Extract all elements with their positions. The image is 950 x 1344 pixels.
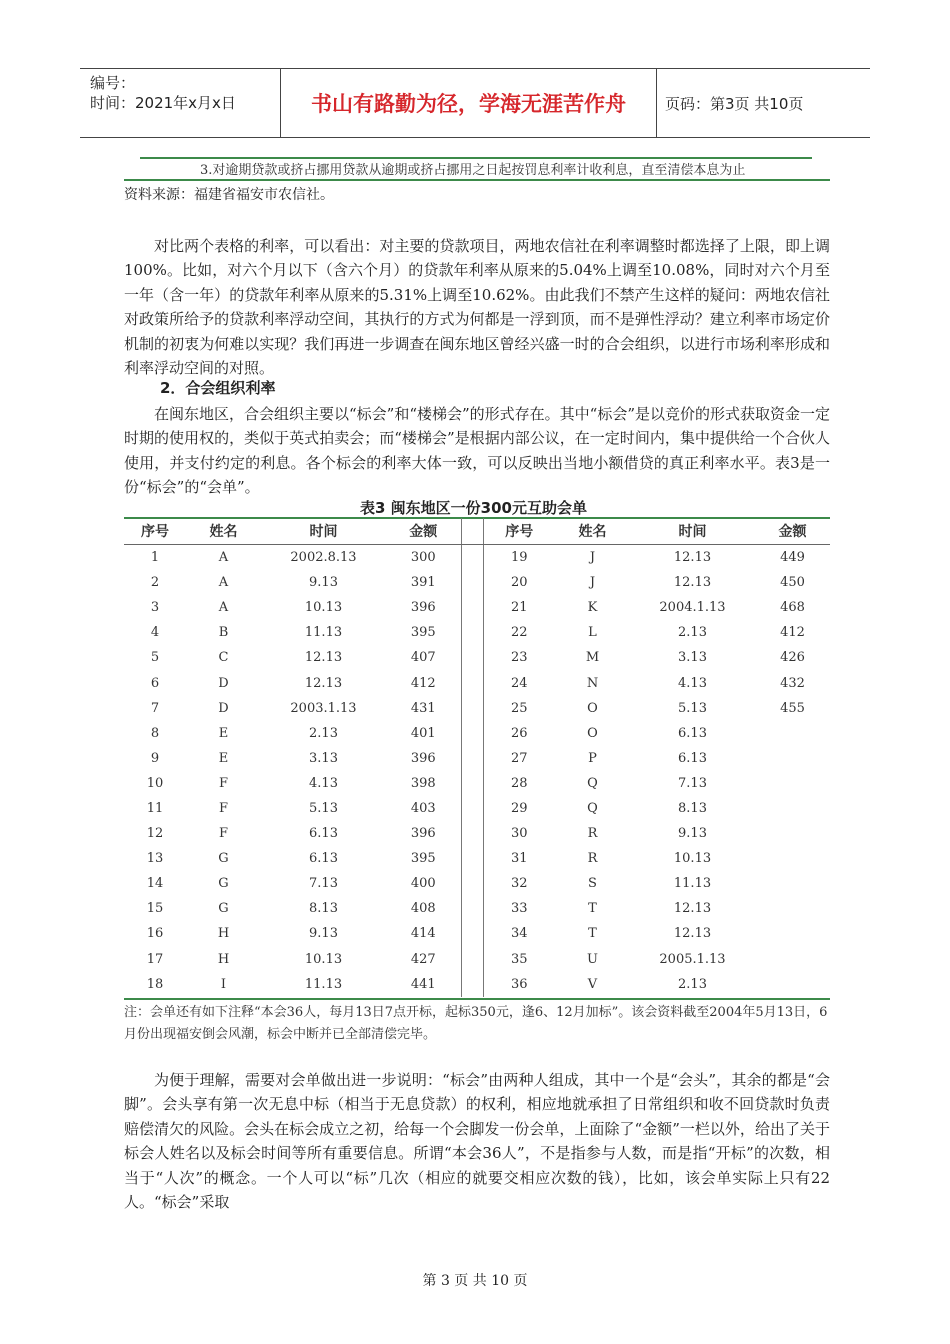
date-label: 时间：2021年x月x日 — [90, 94, 236, 112]
column-separator — [461, 670, 483, 695]
cell-time: 11.13 — [304, 625, 343, 641]
cell-name: N — [586, 675, 599, 691]
cell-name: S — [588, 876, 597, 892]
paragraph-2: 在闽东地区，合会组织主要以“标会”和“楼梯会”的形式存在。其中“标会”是以竞价的形式获取资金一定时期的使用权的，类似于英式拍卖会；而“楼梯会”是根据内部公议，在一定时间内，集中提供给一个合伙人使用，并支付约定的利息。各个标会的利率大体一致，可以反映出当地小额借贷的真正利率水平。表3是一份“标会”的“会单”。 — [124, 405, 831, 497]
header-info — [80, 69, 280, 137]
cell-seq: 14 — [146, 876, 164, 892]
cell-amount: 412 — [410, 675, 436, 691]
cell-name: G — [218, 876, 229, 892]
cell-seq: 4 — [150, 625, 160, 641]
cell-name: H — [217, 926, 230, 942]
cell-seq: 24 — [510, 675, 528, 691]
cell-seq: 25 — [510, 700, 528, 716]
cell-seq: 19 — [510, 550, 528, 566]
cell-amount: 432 — [780, 675, 805, 691]
cell-name: A — [218, 600, 229, 616]
cell-name: D — [218, 675, 229, 691]
table-row — [124, 645, 830, 670]
cell-seq: 33 — [510, 901, 528, 917]
column-separator — [461, 696, 483, 721]
col-header-name: 姓名 — [555, 518, 630, 545]
cell-time: 6.13 — [678, 750, 707, 766]
cell-name: J — [589, 575, 596, 591]
cell-name: Q — [587, 800, 598, 816]
cell-time: 2004.1.13 — [659, 600, 726, 616]
cell-amount: 401 — [410, 725, 436, 741]
table-row — [124, 796, 830, 821]
cell-name: H — [217, 951, 230, 967]
cell-name: C — [218, 650, 229, 666]
table-row — [124, 746, 830, 771]
cell-time: 2003.1.13 — [290, 700, 357, 716]
cell-amount: 449 — [780, 550, 805, 566]
table-row — [124, 846, 830, 871]
cell-seq: 8 — [150, 725, 160, 741]
cell-seq: 12 — [146, 826, 164, 842]
table-row — [124, 771, 830, 796]
cell-amount — [755, 721, 830, 746]
cell-amount: 426 — [780, 650, 805, 666]
cell-amount — [755, 921, 830, 946]
cell-seq: 7 — [150, 700, 160, 716]
cell-name: G — [218, 851, 229, 867]
cell-amount — [755, 846, 830, 871]
page-indicator: 页码：第3页 共10页 — [665, 94, 804, 113]
cell-amount — [755, 947, 830, 972]
cell-name: V — [587, 976, 598, 992]
table-row — [124, 947, 830, 972]
table-row — [124, 620, 830, 645]
cell-time: 9.13 — [309, 926, 338, 942]
cell-amount: 395 — [410, 851, 436, 867]
column-separator — [461, 921, 483, 946]
cell-amount: 441 — [410, 976, 436, 992]
cell-amount: 395 — [410, 625, 436, 641]
cell-amount: 396 — [410, 600, 436, 616]
page-footer: 第 3 页 共 10 页 — [422, 1273, 528, 1289]
table-note: 注：会单还有如下注释“本会36人，每月13日7点开标，起标350元，逢6、12月加标”。该会资料截至2004年5月13日，6月份出现福安倒会风潮，标会中断并已全部清偿完毕。 — [124, 1005, 828, 1042]
cell-time: 11.13 — [304, 976, 343, 992]
cell-name: A — [218, 575, 229, 591]
cell-time: 7.13 — [309, 876, 338, 892]
column-separator — [461, 595, 483, 620]
cell-time: 12.13 — [673, 550, 712, 566]
cell-time: 2.13 — [309, 725, 338, 741]
cell-amount — [755, 796, 830, 821]
cell-seq: 35 — [510, 951, 528, 967]
table-row — [124, 570, 830, 595]
column-separator — [461, 896, 483, 921]
col-header-time: 时间 — [630, 518, 755, 545]
cell-time: 10.13 — [673, 851, 712, 867]
cell-time: 12.13 — [673, 901, 712, 917]
column-separator — [461, 796, 483, 821]
cell-name: D — [218, 700, 229, 716]
cell-time: 2002.8.13 — [290, 550, 357, 566]
cell-amount: 396 — [410, 826, 436, 842]
cell-name: P — [588, 750, 597, 766]
cell-seq: 6 — [150, 675, 160, 691]
cell-time: 2.13 — [678, 976, 707, 992]
column-separator — [461, 518, 483, 545]
col-header-amount: 金额 — [755, 518, 830, 545]
cell-seq: 32 — [510, 876, 528, 892]
cell-amount: 431 — [410, 700, 436, 716]
cell-time: 8.13 — [309, 901, 338, 917]
cell-time: 12.13 — [673, 926, 712, 942]
cell-seq: 10 — [146, 775, 164, 791]
column-separator — [461, 570, 483, 595]
cell-name: F — [218, 775, 229, 791]
cell-time: 5.13 — [309, 800, 338, 816]
cell-name: U — [587, 951, 598, 967]
cell-time: 3.13 — [678, 650, 707, 666]
cell-name: K — [587, 600, 598, 616]
cell-time: 11.13 — [673, 876, 712, 892]
cell-amount — [755, 771, 830, 796]
section-heading: 2．合会组织利率 — [160, 379, 276, 397]
col-header-seq: 序号 — [124, 518, 186, 545]
cell-name: F — [218, 826, 229, 842]
cell-name: O — [587, 725, 598, 741]
cell-name: A — [218, 550, 229, 566]
cell-seq: 30 — [510, 826, 528, 842]
table-bottom-rule — [124, 998, 830, 1000]
cell-name: B — [218, 625, 229, 641]
cell-name: Q — [587, 775, 598, 791]
cell-seq: 17 — [146, 951, 164, 967]
column-separator — [461, 972, 483, 997]
table-row — [124, 896, 830, 921]
cell-seq: 13 — [146, 851, 164, 867]
column-separator — [461, 947, 483, 972]
table-row — [124, 696, 830, 721]
column-separator — [461, 645, 483, 670]
cell-amount: 412 — [780, 625, 805, 641]
cell-name: R — [587, 851, 598, 867]
cell-name: T — [588, 901, 597, 917]
cell-amount: 403 — [410, 800, 436, 816]
column-separator — [461, 620, 483, 645]
cell-name: F — [218, 800, 229, 816]
cell-time: 12.13 — [673, 575, 712, 591]
cell-amount: 407 — [410, 650, 436, 666]
column-separator — [461, 871, 483, 896]
cell-seq: 3 — [150, 600, 160, 616]
cell-time: 4.13 — [678, 675, 707, 691]
cell-time: 3.13 — [309, 750, 338, 766]
paragraph-3: 为便于理解，需要对会单做出进一步说明：“标会”由两种人组成，其中一个是“会头”，其余的都是“会脚”。会头享有第一次无息中标（相当于无息贷款）的权利，相应地就承担了日常组织和收不回贷款时负责赔偿清欠的风险。会头在标会成立之初，给每一个会脚发一份会单，上面除了“金额”一栏以外，给出了关于标会人姓名以及标会时间等所有重要信息。所谓“本会36人”，不是指参与人数，而是指“开标”的次数，相当于“人次”的概念。一个人可以“标”几次（相应的就要交相应次数的钱），比如，该会单实际上只有22人。“标会”采取 — [124, 1071, 830, 1212]
table-row — [124, 921, 830, 946]
cell-seq: 9 — [150, 750, 160, 766]
cell-seq: 28 — [510, 775, 528, 791]
cell-amount: 408 — [410, 901, 436, 917]
column-separator — [461, 821, 483, 846]
col-header-amount: 金额 — [386, 518, 461, 545]
cell-seq: 18 — [146, 976, 164, 992]
cell-seq: 1 — [150, 550, 160, 566]
col-header-name: 姓名 — [186, 518, 261, 545]
cell-time: 2.13 — [678, 625, 707, 641]
cell-name: E — [218, 725, 229, 741]
cell-amount — [755, 871, 830, 896]
table-caption: 表3 闽东地区一份300元互助会单 — [360, 499, 587, 517]
cell-seq: 2 — [150, 575, 160, 591]
meeting-table — [124, 518, 830, 997]
table-header-row — [124, 518, 830, 545]
cell-seq: 21 — [510, 600, 528, 616]
cell-time: 2005.1.13 — [659, 951, 726, 967]
cell-time: 9.13 — [678, 826, 707, 842]
cell-time: 10.13 — [304, 600, 343, 616]
paragraph-1: 对比两个表格的利率，可以看出：对主要的贷款项目，两地农信社在利率调整时都选择了上限，即上调100%。比如，对六个月以下（含六个月）的贷款年利率从原来的5.04%上调至10.08%，同时对六个月至一年（含一年）的贷款年利率从原来的5.31%上调至10.62%。由此我们不禁产生这样的疑问：两地农信社对政策所给予的贷款利率浮动空间，其执行的方式为何都是一浮到顶，而不是弹性浮动？建立利率市场定价机制的初衷为何难以实现？我们再进一步调查在闽东地区曾经兴盛一时的合会组织，以进行市场利率形成和利率浮动空间的对照。 — [124, 237, 830, 378]
source-note: 资料来源：福建省福安市农信社。 — [124, 187, 334, 203]
cell-time: 6.13 — [309, 826, 338, 842]
cell-name: O — [587, 700, 598, 716]
cell-amount: 450 — [780, 575, 805, 591]
cell-seq: 22 — [510, 625, 528, 641]
divider-source — [124, 179, 830, 181]
table-row — [124, 721, 830, 746]
cell-name: I — [220, 976, 227, 992]
cell-amount — [755, 821, 830, 846]
cell-seq: 34 — [510, 926, 528, 942]
col-header-time: 时间 — [261, 518, 386, 545]
cell-time: 6.13 — [309, 851, 338, 867]
column-separator — [461, 771, 483, 796]
cell-seq: 16 — [146, 926, 164, 942]
cell-seq: 31 — [510, 851, 528, 867]
cell-amount: 400 — [410, 876, 436, 892]
cell-time: 7.13 — [678, 775, 707, 791]
cell-seq: 11 — [146, 800, 164, 816]
column-separator — [461, 846, 483, 871]
cell-time: 12.13 — [304, 675, 343, 691]
cell-name: T — [588, 926, 597, 942]
column-separator — [461, 721, 483, 746]
cell-name: E — [218, 750, 229, 766]
cell-name: M — [585, 650, 600, 666]
cell-seq: 5 — [150, 650, 160, 666]
cell-name: R — [587, 826, 598, 842]
cell-seq: 26 — [510, 725, 528, 741]
cell-amount: 455 — [780, 700, 805, 716]
cell-name: L — [588, 625, 597, 641]
cell-amount — [755, 896, 830, 921]
cell-time: 9.13 — [309, 575, 338, 591]
cell-seq: 27 — [510, 750, 528, 766]
cell-amount: 396 — [410, 750, 436, 766]
cell-seq: 15 — [146, 901, 164, 917]
table-row — [124, 595, 830, 620]
col-header-seq: 序号 — [483, 518, 555, 545]
cell-amount: 300 — [410, 550, 436, 566]
cell-amount: 468 — [780, 600, 805, 616]
page-header — [80, 68, 870, 138]
top-note: 3.对逾期贷款或挤占挪用贷款从逾期或挤占挪用之日起按罚息利率计收利息，直至清偿本息为止 — [200, 163, 746, 178]
column-separator — [461, 746, 483, 771]
number-label: 编号： — [90, 74, 136, 92]
cell-time: 4.13 — [309, 775, 338, 791]
table-row — [124, 871, 830, 896]
cell-seq: 20 — [510, 575, 528, 591]
cell-seq: 36 — [510, 976, 528, 992]
column-separator — [461, 545, 483, 571]
cell-time: 5.13 — [678, 700, 707, 716]
cell-time: 6.13 — [678, 725, 707, 741]
cell-amount: 391 — [410, 575, 436, 591]
cell-amount: 398 — [410, 775, 436, 791]
table-row — [124, 821, 830, 846]
cell-time: 10.13 — [304, 951, 343, 967]
motto: 书山有路勤为径，学海无涯苦作舟 — [280, 69, 657, 137]
cell-name: G — [218, 901, 229, 917]
table-row — [124, 972, 830, 997]
cell-amount — [755, 746, 830, 771]
table-row — [124, 545, 830, 571]
cell-time: 8.13 — [678, 800, 707, 816]
cell-amount — [755, 972, 830, 997]
cell-seq: 23 — [510, 650, 528, 666]
cell-time: 12.13 — [304, 650, 343, 666]
cell-amount: 414 — [410, 926, 436, 942]
cell-name: J — [589, 550, 596, 566]
cell-seq: 29 — [510, 800, 528, 816]
table-row — [124, 670, 830, 695]
cell-amount: 427 — [410, 951, 436, 967]
